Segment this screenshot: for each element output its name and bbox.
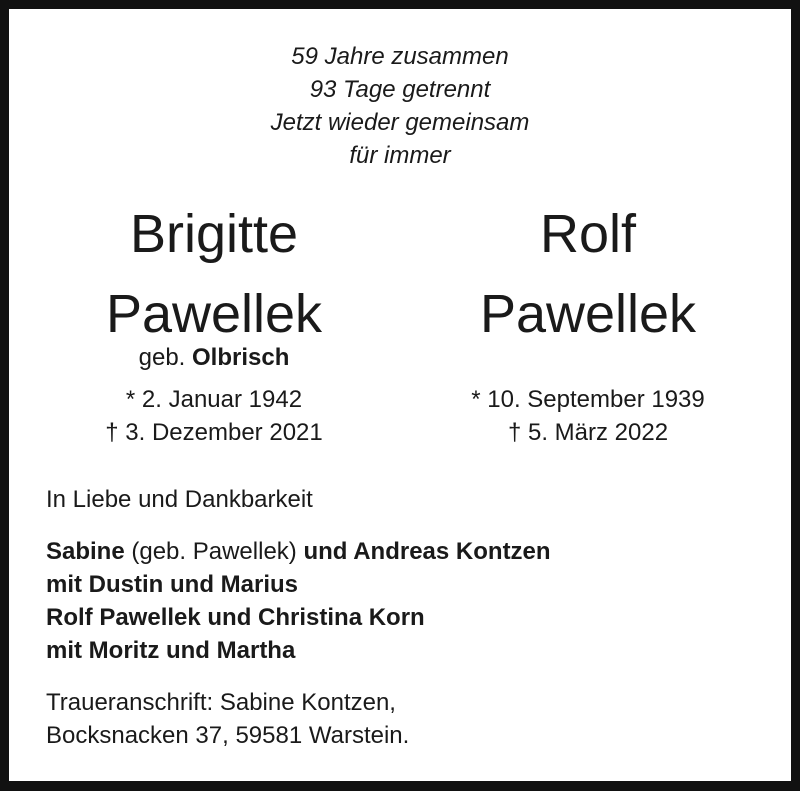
maiden-prefix: geb.: [138, 344, 186, 371]
last-name: Pawellek: [105, 284, 323, 344]
birth-date: * 2. Januar 1942: [125, 386, 303, 413]
motto-line: Jetzt wieder gemeinsam: [270, 109, 530, 136]
family-line: mit Moritz und Martha: [46, 637, 296, 664]
family-line: Rolf Pawellek und Christina Korn: [46, 604, 425, 631]
maiden-name: Olbrisch: [192, 344, 290, 371]
death-date: † 5. März 2022: [507, 419, 669, 446]
maiden-name-line: [64, 342, 364, 374]
death-date: † 3. Dezember 2021: [105, 419, 323, 446]
family-line: [46, 535, 551, 568]
address-line: Bocksnacken 37, 59581 Warstein.: [46, 722, 410, 749]
first-name: Rolf: [539, 204, 637, 264]
family-name: und Andreas Kontzen: [303, 538, 551, 565]
family-name: Sabine: [46, 538, 125, 565]
last-name: Pawellek: [479, 284, 697, 344]
family-note: (geb. Pawellek): [124, 538, 304, 565]
motto: [0, 40, 800, 172]
first-name: Brigitte: [129, 204, 299, 264]
motto-line: 59 Jahre zusammen: [291, 43, 509, 70]
family-list: [46, 535, 551, 667]
motto-line: für immer: [349, 142, 451, 169]
birth-date: * 10. September 1939: [471, 386, 705, 413]
family-line: mit Dustin und Marius: [46, 571, 298, 598]
intro-text: In Liebe und Dankbarkeit: [46, 486, 313, 513]
address-line: Traueranschrift: Sabine Kontzen,: [46, 689, 396, 716]
motto-line: 93 Tage getrennt: [309, 76, 491, 103]
address: [46, 686, 409, 752]
